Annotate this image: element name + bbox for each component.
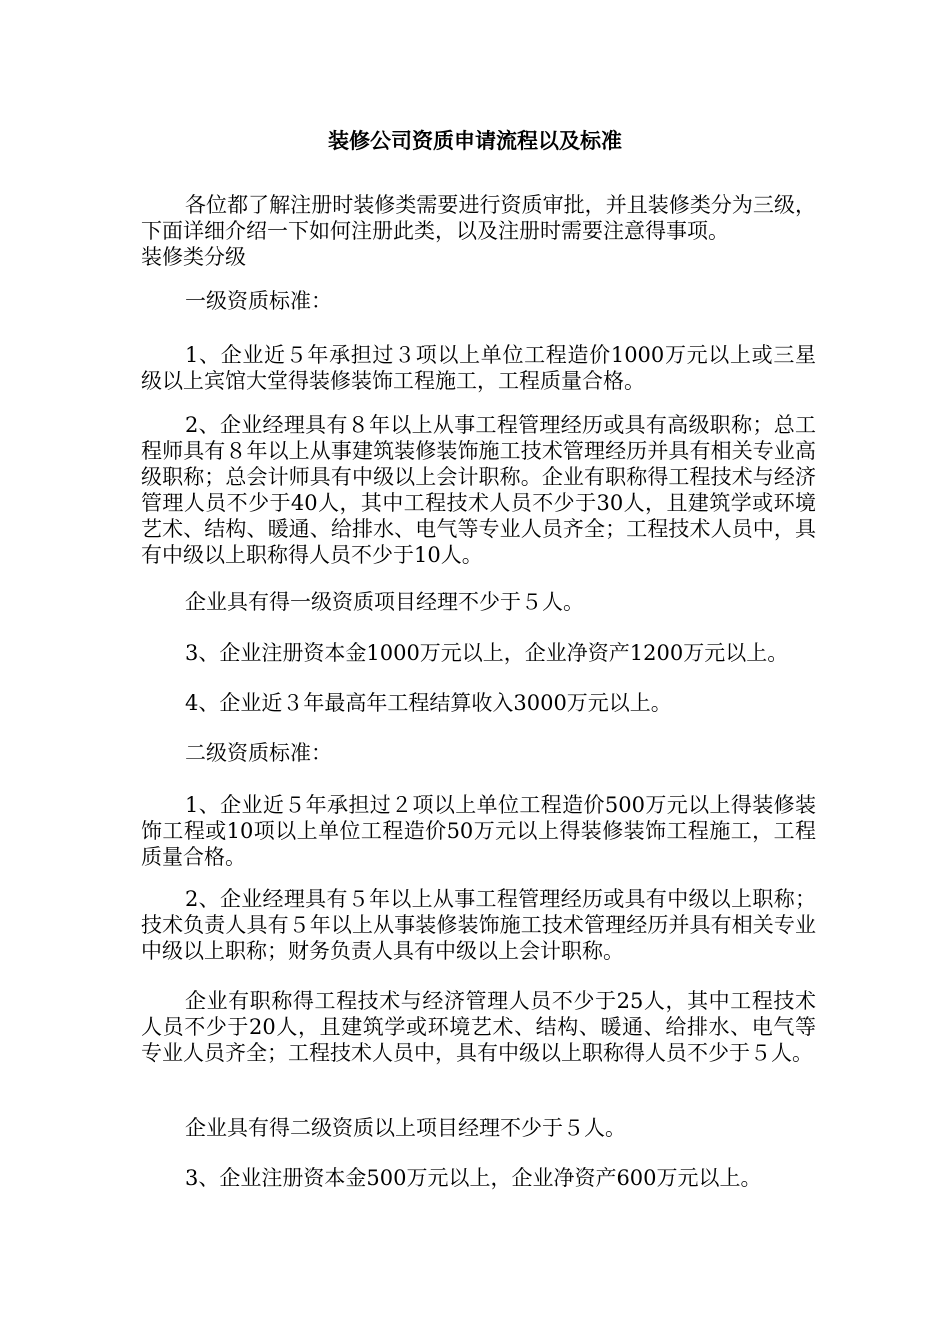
paragraph-section-heading: 装修类分级	[141, 245, 246, 269]
paragraph-intro: 各位都了解注册时装修类需要进行资质审批，并且装修类分为三级，下面详细介绍一下如何注册此类，以及注册时需要注意得事项。	[141, 193, 816, 243]
paragraph-level2-heading: 二级资质标准：	[185, 741, 332, 765]
paragraph-level1-item4: 4、企业近３年最高年工程结算收入3000万元以上。	[185, 691, 672, 715]
paragraph-level1-item3: 3、企业注册资本金1000万元以上，企业净资产1200万元以上。	[185, 641, 789, 665]
paragraph-level1-pm: 企业具有得一级资质项目经理不少于５人。	[185, 590, 584, 614]
document-title: 装修公司资质申请流程以及标准	[328, 128, 622, 153]
paragraph-level1-item2: 2、企业经理具有８年以上从事工程管理经历或具有高级职称；总工程师具有８年以上从事建筑装修装饰施工技术管理经历并具有相关专业高级职称；总会计师具有中级以上会计职称。企业有职称得工程技术与经济管理人员不少于40人，其中工程技术人员不少于30人，且建筑学或环境艺术、结构、暖通、给排水、电气等专业人员齐全；工程技术人员中，具有中级以上职称得人员不少于10人。	[141, 413, 816, 567]
paragraph-level2-item3: 3、企业注册资本金500万元以上，企业净资产600万元以上。	[185, 1166, 762, 1190]
paragraph-level2-staff: 企业有职称得工程技术与经济管理人员不少于25人，其中工程技术人员不少于20人，且建筑学或环境艺术、结构、暖通、给排水、电气等专业人员齐全；工程技术人员中，具有中级以上职称得人员不少于５人。	[141, 989, 816, 1065]
paragraph-level1-heading: 一级资质标准：	[185, 289, 332, 313]
paragraph-level1-item1: 1、企业近５年承担过３项以上单位工程造价1000万元以上或三星级以上宾馆大堂得装修装饰工程施工，工程质量合格。	[141, 343, 816, 393]
paragraph-level2-item2: 2、企业经理具有５年以上从事工程管理经历或具有中级以上职称；技术负责人具有５年以上从事装修装饰施工技术管理经历并具有相关专业中级以上职称；财务负责人具有中级以上会计职称。	[141, 887, 816, 963]
paragraph-level2-item1: 1、企业近５年承担过２项以上单位工程造价500万元以上得装修装饰工程或10项以上单位工程造价50万元以上得装修装饰工程施工，工程质量合格。	[141, 793, 816, 869]
paragraph-level2-pm: 企业具有得二级资质以上项目经理不少于５人。	[185, 1116, 626, 1140]
